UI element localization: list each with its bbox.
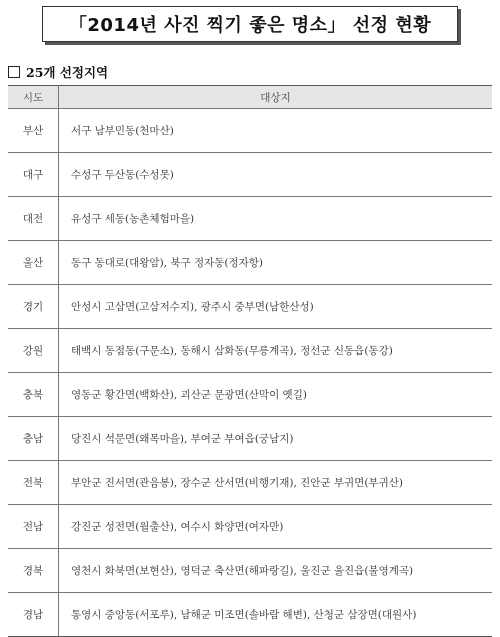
- sites-cell: 서구 남부민동(천마산): [59, 109, 493, 153]
- table-row: [8, 505, 492, 549]
- table-row: [8, 461, 492, 505]
- document-title: 「2014년 사진 찍기 좋은 명소」 선정 현황: [68, 15, 432, 36]
- region-cell: 울산: [8, 241, 59, 285]
- sites-cell: 동구 동대로(대왕암), 북구 정자동(정자항): [59, 241, 493, 285]
- region-cell: 경남: [8, 593, 59, 637]
- region-cell: 경북: [8, 549, 59, 593]
- table-row: [8, 241, 492, 285]
- section-label: 25개 선정지역: [26, 65, 109, 80]
- table-row: [8, 153, 492, 197]
- header-sites: 대상지: [59, 86, 493, 109]
- table-row: [8, 549, 492, 593]
- table-row: [8, 373, 492, 417]
- section-heading: [8, 63, 108, 81]
- region-cell: 전남: [8, 505, 59, 549]
- table-row: [8, 285, 492, 329]
- region-cell: 대전: [8, 197, 59, 241]
- sites-cell: 영천시 화북면(보현산), 영덕군 축산면(해파랑길), 울진군 울진읍(불영계곡): [59, 549, 493, 593]
- sites-cell: 안성시 고삼면(고삼저수지), 광주시 중부면(남한산성): [59, 285, 493, 329]
- square-bullet-icon: [8, 66, 20, 78]
- table-row: [8, 417, 492, 461]
- region-cell: 대구: [8, 153, 59, 197]
- table-header-row: [8, 86, 492, 109]
- table-row: [8, 329, 492, 373]
- table-row: [8, 593, 492, 637]
- sites-cell: 유성구 세동(농촌체험마을): [59, 197, 493, 241]
- title-box: [42, 6, 458, 42]
- sites-cell: 영동군 황간면(백화산), 괴산군 문광면(산막이 옛길): [59, 373, 493, 417]
- sites-cell: 부안군 진서면(관음봉), 장수군 산서면(비행기재), 진안군 부귀면(부귀산): [59, 461, 493, 505]
- region-cell: 충남: [8, 417, 59, 461]
- region-cell: 부산: [8, 109, 59, 153]
- sites-cell: 태백시 동점동(구문소), 동해시 삼화동(무릉계곡), 정선군 신동읍(동강): [59, 329, 493, 373]
- region-cell: 전북: [8, 461, 59, 505]
- sites-table: [8, 85, 492, 637]
- region-cell: 충북: [8, 373, 59, 417]
- region-cell: 강원: [8, 329, 59, 373]
- sites-cell: 통영시 중앙동(서포루), 남해군 미조면(솔바람 해변), 산청군 삼장면(대원사): [59, 593, 493, 637]
- table-row: [8, 197, 492, 241]
- header-region: 시도: [8, 86, 59, 109]
- region-cell: 경기: [8, 285, 59, 329]
- sites-cell: 강진군 성전면(월출산), 여수시 화양면(여자만): [59, 505, 493, 549]
- table-row: [8, 109, 492, 153]
- sites-cell: 수성구 두산동(수성못): [59, 153, 493, 197]
- sites-cell: 당진시 석문면(왜목마을), 부여군 부여읍(궁남지): [59, 417, 493, 461]
